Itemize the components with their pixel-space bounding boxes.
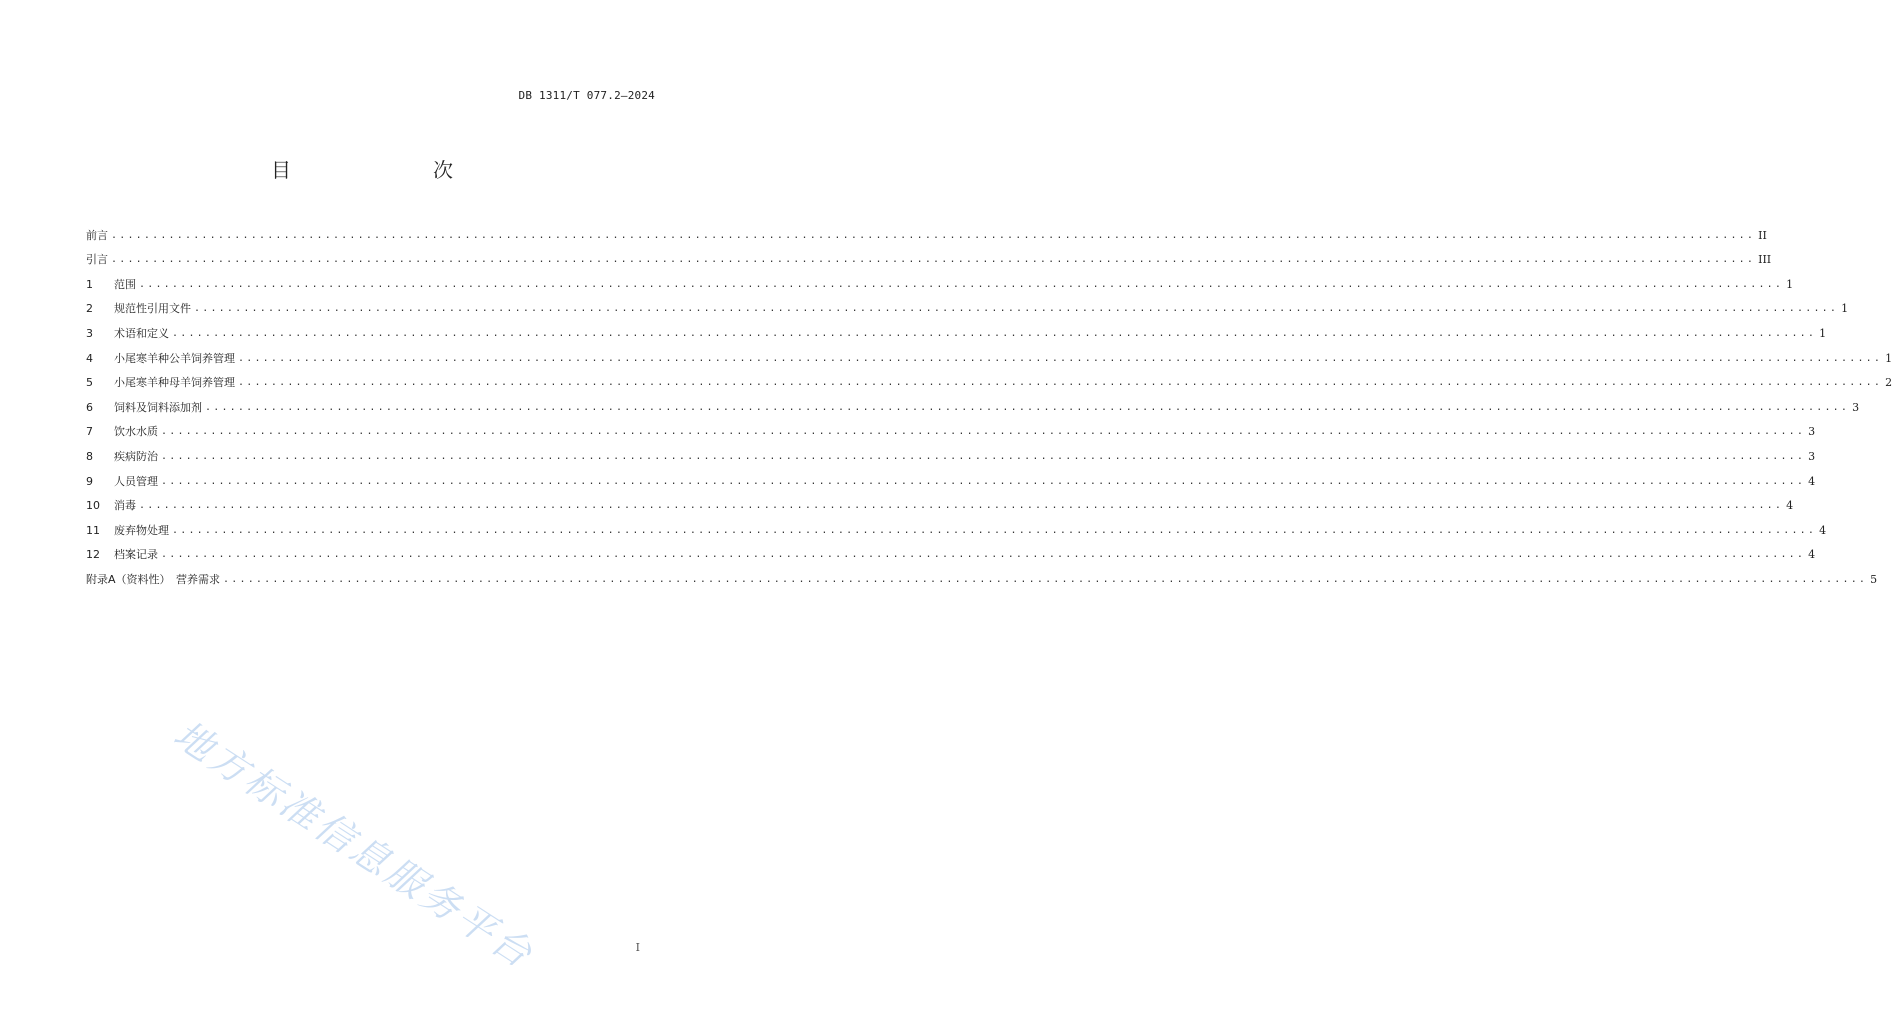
toc-entry-number: 1 [86,277,93,291]
toc-entry-number: 5 [86,376,93,390]
toc-entry-number: 8 [86,449,93,463]
toc-entry-page: 1 [1819,326,1827,340]
toc-entry-number: 11 [86,523,100,537]
toc-entry-page: 3 [1808,425,1816,439]
toc-entry-title: 规范性引用文件 [114,302,191,316]
toc-entry-title: 小尾寒羊种母羊饲养管理 [114,376,235,390]
toc-entry-number: 9 [86,474,93,488]
toc-entry-title: 附录A（资料性） 营养需求 [86,572,221,586]
toc-entry-page: II [1758,228,1767,242]
toc-entry-page: 4 [1786,499,1794,513]
toc-entry-page: 1 [1841,302,1849,316]
toc-entry-page: 4 [1808,474,1816,488]
toc-entry[interactable] [86,538,1816,563]
toc-dot-leader: ........................................................................................................................................................................................................ [111,229,1756,241]
toc-entry-number: 3 [86,326,93,340]
toc-entry-title: 疾病防治 [114,449,158,463]
toc-entry-number: 4 [86,351,93,365]
toc-entry-title: 小尾寒羊种公羊饲养管理 [114,351,235,365]
toc-entry-number: 12 [86,548,100,562]
table-of-contents [86,218,1892,587]
toc-entry-title: 范围 [114,277,136,291]
toc-dot-leader: ........................................................................................................................................................................................................ [161,426,1806,438]
toc-entry-page: III [1758,253,1772,267]
page-number: I [635,941,640,954]
toc-dot-leader: ........................................................................................................................................................................................................ [238,352,1883,364]
toc-entry[interactable] [86,292,1849,317]
toc-dot-leader: ........................................................................................................................................................................................................ [161,450,1806,462]
page-title: 目 次 [271,158,487,182]
toc-entry[interactable] [86,513,1827,538]
toc-entry[interactable] [86,415,1816,440]
toc-dot-leader: ........................................................................................................................................................................................................ [139,500,1784,512]
toc-entry-page: 2 [1885,376,1892,390]
toc-entry-title: 前言 [86,228,108,242]
toc-entry[interactable] [86,218,1767,243]
toc-entry-title: 引言 [86,253,108,267]
toc-dot-leader: ........................................................................................................................................................................................................ [111,254,1756,266]
toc-dot-leader: ........................................................................................................................................................................................................ [223,573,1868,585]
toc-dot-leader: ........................................................................................................................................................................................................ [161,475,1806,487]
toc-entry[interactable] [86,390,1860,415]
toc-entry-page: 1 [1885,351,1892,365]
toc-dot-leader: ........................................................................................................................................................................................................ [205,401,1850,413]
toc-entry-page: 3 [1808,449,1816,463]
toc-entry-number: 2 [86,302,93,316]
toc-entry-title: 废弃物处理 [114,523,169,537]
toc-entry-page: 1 [1786,277,1794,291]
toc-entry-number: 10 [86,499,100,513]
toc-entry-page: 4 [1819,523,1827,537]
toc-dot-leader: ........................................................................................................................................................................................................ [161,549,1806,561]
toc-entry[interactable] [86,316,1827,341]
toc-dot-leader: ........................................................................................................................................................................................................ [139,278,1784,290]
toc-entry[interactable] [86,243,1772,268]
toc-entry-title: 消毒 [114,499,136,513]
toc-entry[interactable] [86,341,1892,366]
toc-entry-title: 档案记录 [114,548,158,562]
toc-entry-title: 饲料及饲料添加剂 [114,400,202,414]
toc-entry-page: 5 [1870,572,1878,586]
toc-dot-leader: ........................................................................................................................................................................................................ [194,303,1839,315]
toc-entry-title: 饮水水质 [114,425,158,439]
toc-entry-number: 7 [86,425,93,439]
watermark: 地方标准信息服务平台 [166,711,543,978]
toc-dot-leader: ........................................................................................................................................................................................................ [238,377,1883,389]
toc-dot-leader: ........................................................................................................................................................................................................ [172,327,1817,339]
toc-entry[interactable] [86,439,1816,464]
document-code: DB 1311/T 077.2—2024 [518,89,655,102]
toc-entry-number: 6 [86,400,93,414]
toc-entry[interactable] [86,562,1878,587]
toc-dot-leader: ........................................................................................................................................................................................................ [172,524,1817,536]
toc-entry[interactable] [86,267,1794,292]
toc-entry-title: 人员管理 [114,474,158,488]
toc-entry[interactable] [86,489,1794,514]
toc-entry-title: 术语和定义 [114,326,169,340]
toc-entry-page: 4 [1808,548,1816,562]
toc-entry-page: 3 [1852,400,1860,414]
toc-entry[interactable] [86,366,1892,391]
toc-entry[interactable] [86,464,1816,489]
